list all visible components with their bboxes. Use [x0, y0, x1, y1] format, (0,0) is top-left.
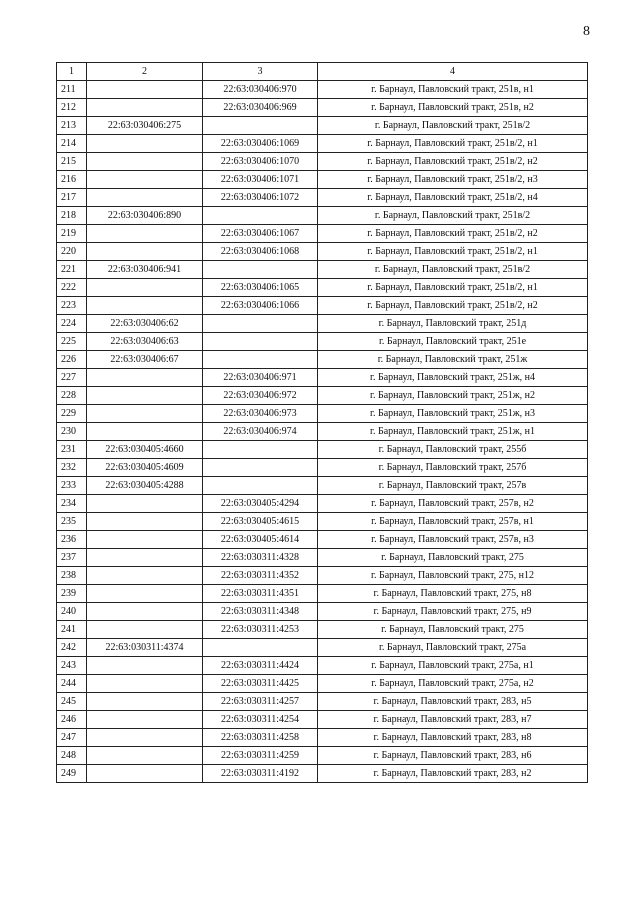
cadastral-number-cell: [87, 711, 203, 729]
cadastral-number-cell: 22:63:030405:4288: [87, 477, 203, 495]
row-number-cell: 230: [57, 423, 87, 441]
cadastral-number-cell: 22:63:030405:4609: [87, 459, 203, 477]
address-cell: г. Барнаул, Павловский тракт, 275а, н1: [318, 657, 588, 675]
cadastral-number-cell: 22:63:030406:941: [87, 261, 203, 279]
table-row: [57, 387, 588, 405]
row-number-cell: 248: [57, 747, 87, 765]
premises-number-cell: 22:63:030311:4352: [203, 567, 318, 585]
premises-number-cell: [203, 459, 318, 477]
row-number-cell: 212: [57, 99, 87, 117]
address-cell: г. Барнаул, Павловский тракт, 275, н12: [318, 567, 588, 585]
address-cell: г. Барнаул, Павловский тракт, 257в, н1: [318, 513, 588, 531]
address-cell: г. Барнаул, Павловский тракт, 251в/2, н2: [318, 297, 588, 315]
address-cell: г. Барнаул, Павловский тракт, 251в, н1: [318, 81, 588, 99]
table-row: [57, 81, 588, 99]
row-number-cell: 229: [57, 405, 87, 423]
cadastral-number-cell: [87, 387, 203, 405]
address-cell: г. Барнаул, Павловский тракт, 251в/2, н1: [318, 243, 588, 261]
address-cell: г. Барнаул, Павловский тракт, 283, н8: [318, 729, 588, 747]
table-body: [57, 81, 588, 783]
row-number-cell: 226: [57, 351, 87, 369]
row-number-cell: 214: [57, 135, 87, 153]
row-number-cell: 220: [57, 243, 87, 261]
premises-number-cell: [203, 351, 318, 369]
cadastral-number-cell: [87, 135, 203, 153]
row-number-cell: 244: [57, 675, 87, 693]
address-cell: г. Барнаул, Павловский тракт, 283, н7: [318, 711, 588, 729]
premises-number-cell: 22:63:030311:4328: [203, 549, 318, 567]
cadastral-number-cell: 22:63:030406:67: [87, 351, 203, 369]
table-row: [57, 765, 588, 783]
cadastral-number-cell: 22:63:030406:62: [87, 315, 203, 333]
row-number-cell: 249: [57, 765, 87, 783]
address-cell: г. Барнаул, Павловский тракт, 251в/2, н3: [318, 171, 588, 189]
table-row: [57, 459, 588, 477]
row-number-cell: 234: [57, 495, 87, 513]
premises-number-cell: 22:63:030406:1067: [203, 225, 318, 243]
premises-number-cell: 22:63:030311:4259: [203, 747, 318, 765]
address-cell: г. Барнаул, Павловский тракт, 251д: [318, 315, 588, 333]
premises-number-cell: 22:63:030311:4351: [203, 585, 318, 603]
address-cell: г. Барнаул, Павловский тракт, 275а: [318, 639, 588, 657]
table-row: [57, 549, 588, 567]
row-number-cell: 238: [57, 567, 87, 585]
cadastral-number-cell: [87, 405, 203, 423]
premises-number-cell: 22:63:030406:970: [203, 81, 318, 99]
table-header-row: [57, 63, 588, 81]
cadastral-number-cell: [87, 369, 203, 387]
address-cell: г. Барнаул, Павловский тракт, 251ж, н2: [318, 387, 588, 405]
cadastral-number-cell: [87, 279, 203, 297]
cadastral-number-cell: [87, 549, 203, 567]
row-number-cell: 242: [57, 639, 87, 657]
row-number-cell: 224: [57, 315, 87, 333]
row-number-cell: 247: [57, 729, 87, 747]
address-cell: г. Барнаул, Павловский тракт, 251в/2, н2: [318, 225, 588, 243]
page-number: 8: [583, 24, 590, 39]
address-cell: г. Барнаул, Павловский тракт, 251в/2: [318, 207, 588, 225]
address-cell: г. Барнаул, Павловский тракт, 275: [318, 621, 588, 639]
table-row: [57, 693, 588, 711]
address-cell: г. Барнаул, Павловский тракт, 251в/2, н1: [318, 135, 588, 153]
row-number-cell: 246: [57, 711, 87, 729]
cadastral-number-cell: [87, 171, 203, 189]
cadastral-number-cell: 22:63:030311:4374: [87, 639, 203, 657]
table-row: [57, 315, 588, 333]
premises-number-cell: 22:63:030406:1071: [203, 171, 318, 189]
row-number-cell: 240: [57, 603, 87, 621]
address-cell: г. Барнаул, Павловский тракт, 257в: [318, 477, 588, 495]
table-row: [57, 243, 588, 261]
table-row: [57, 369, 588, 387]
table-row: [57, 171, 588, 189]
premises-number-cell: 22:63:030406:972: [203, 387, 318, 405]
cadastral-number-cell: [87, 513, 203, 531]
premises-number-cell: 22:63:030406:1066: [203, 297, 318, 315]
row-number-cell: 216: [57, 171, 87, 189]
table-row: [57, 477, 588, 495]
table-row: [57, 297, 588, 315]
table-row: [57, 603, 588, 621]
table-row: [57, 441, 588, 459]
row-number-cell: 218: [57, 207, 87, 225]
premises-number-cell: 22:63:030406:1070: [203, 153, 318, 171]
cadastral-number-cell: [87, 243, 203, 261]
table-row: [57, 225, 588, 243]
row-number-cell: 239: [57, 585, 87, 603]
table-row: [57, 531, 588, 549]
premises-number-cell: 22:63:030406:973: [203, 405, 318, 423]
premises-number-cell: 22:63:030406:974: [203, 423, 318, 441]
row-number-cell: 225: [57, 333, 87, 351]
premises-number-cell: 22:63:030311:4258: [203, 729, 318, 747]
table-row: [57, 657, 588, 675]
row-number-cell: 235: [57, 513, 87, 531]
address-cell: г. Барнаул, Павловский тракт, 251е: [318, 333, 588, 351]
address-cell: г. Барнаул, Павловский тракт, 251в, н2: [318, 99, 588, 117]
premises-number-cell: [203, 207, 318, 225]
table-row: [57, 405, 588, 423]
table-row: [57, 711, 588, 729]
cadastral-number-cell: [87, 495, 203, 513]
cadastral-number-cell: [87, 693, 203, 711]
row-number-cell: 215: [57, 153, 87, 171]
row-number-cell: 221: [57, 261, 87, 279]
row-number-cell: 219: [57, 225, 87, 243]
table-row: [57, 513, 588, 531]
row-number-cell: 233: [57, 477, 87, 495]
premises-number-cell: 22:63:030311:4424: [203, 657, 318, 675]
address-cell: г. Барнаул, Павловский тракт, 251ж, н3: [318, 405, 588, 423]
cadastral-number-cell: [87, 297, 203, 315]
row-number-cell: 232: [57, 459, 87, 477]
row-number-cell: 222: [57, 279, 87, 297]
table-row: [57, 567, 588, 585]
table-row: [57, 189, 588, 207]
row-number-cell: 237: [57, 549, 87, 567]
table-row: [57, 153, 588, 171]
cadastral-number-cell: [87, 423, 203, 441]
cadastral-number-cell: [87, 657, 203, 675]
table-row: [57, 585, 588, 603]
address-cell: г. Барнаул, Павловский тракт, 255б: [318, 441, 588, 459]
address-cell: г. Барнаул, Павловский тракт, 251в/2, н2: [318, 153, 588, 171]
cadastral-number-cell: 22:63:030406:890: [87, 207, 203, 225]
address-cell: г. Барнаул, Павловский тракт, 275: [318, 549, 588, 567]
table-row: [57, 279, 588, 297]
header-cell-4: 4: [318, 63, 588, 81]
row-number-cell: 245: [57, 693, 87, 711]
cadastral-number-cell: [87, 99, 203, 117]
premises-number-cell: 22:63:030405:4615: [203, 513, 318, 531]
premises-number-cell: 22:63:030406:969: [203, 99, 318, 117]
header-cell-3: 3: [203, 63, 318, 81]
cadastral-number-cell: [87, 765, 203, 783]
table-row: [57, 117, 588, 135]
address-cell: г. Барнаул, Павловский тракт, 275, н8: [318, 585, 588, 603]
premises-number-cell: 22:63:030406:1069: [203, 135, 318, 153]
row-number-cell: 213: [57, 117, 87, 135]
cadastral-number-cell: [87, 225, 203, 243]
cadastral-number-cell: [87, 153, 203, 171]
cadastral-number-cell: [87, 189, 203, 207]
address-cell: г. Барнаул, Павловский тракт, 251ж, н4: [318, 369, 588, 387]
cadastral-number-cell: [87, 603, 203, 621]
row-number-cell: 228: [57, 387, 87, 405]
address-cell: г. Барнаул, Павловский тракт, 251ж: [318, 351, 588, 369]
address-cell: г. Барнаул, Павловский тракт, 275, н9: [318, 603, 588, 621]
cadastral-number-cell: [87, 729, 203, 747]
address-cell: г. Барнаул, Павловский тракт, 257б: [318, 459, 588, 477]
table-row: [57, 261, 588, 279]
premises-number-cell: [203, 315, 318, 333]
table-row: [57, 621, 588, 639]
table-row: [57, 639, 588, 657]
table-row: [57, 675, 588, 693]
cadastral-number-cell: [87, 531, 203, 549]
row-number-cell: 231: [57, 441, 87, 459]
cadastral-number-cell: [87, 81, 203, 99]
cadastral-number-cell: [87, 675, 203, 693]
row-number-cell: 223: [57, 297, 87, 315]
address-cell: г. Барнаул, Павловский тракт, 275а, н2: [318, 675, 588, 693]
header-cell-1: 1: [57, 63, 87, 81]
row-number-cell: 241: [57, 621, 87, 639]
cadastral-number-cell: [87, 567, 203, 585]
address-cell: г. Барнаул, Павловский тракт, 257в, н2: [318, 495, 588, 513]
header-cell-2: 2: [87, 63, 203, 81]
premises-number-cell: 22:63:030311:4257: [203, 693, 318, 711]
premises-number-cell: 22:63:030406:971: [203, 369, 318, 387]
row-number-cell: 236: [57, 531, 87, 549]
table-row: [57, 495, 588, 513]
cadastral-number-cell: 22:63:030405:4660: [87, 441, 203, 459]
row-number-cell: 217: [57, 189, 87, 207]
premises-number-cell: 22:63:030406:1065: [203, 279, 318, 297]
table-row: [57, 747, 588, 765]
cadastral-number-cell: 22:63:030406:63: [87, 333, 203, 351]
premises-number-cell: 22:63:030311:4253: [203, 621, 318, 639]
table-row: [57, 135, 588, 153]
address-cell: г. Барнаул, Павловский тракт, 251в/2: [318, 117, 588, 135]
cadastral-number-cell: [87, 585, 203, 603]
premises-number-cell: 22:63:030311:4348: [203, 603, 318, 621]
premises-number-cell: 22:63:030406:1068: [203, 243, 318, 261]
table-row: [57, 207, 588, 225]
premises-number-cell: 22:63:030406:1072: [203, 189, 318, 207]
table-row: [57, 99, 588, 117]
address-cell: г. Барнаул, Павловский тракт, 283, н5: [318, 693, 588, 711]
premises-number-cell: 22:63:030405:4294: [203, 495, 318, 513]
premises-number-cell: [203, 261, 318, 279]
cadastral-table: [56, 62, 588, 783]
premises-number-cell: 22:63:030311:4192: [203, 765, 318, 783]
premises-number-cell: [203, 333, 318, 351]
premises-number-cell: [203, 639, 318, 657]
address-cell: г. Барнаул, Павловский тракт, 251в/2: [318, 261, 588, 279]
row-number-cell: 243: [57, 657, 87, 675]
address-cell: г. Барнаул, Павловский тракт, 251в/2, н4: [318, 189, 588, 207]
address-cell: г. Барнаул, Павловский тракт, 283, н2: [318, 765, 588, 783]
cadastral-number-cell: [87, 621, 203, 639]
address-cell: г. Барнаул, Павловский тракт, 283, н6: [318, 747, 588, 765]
row-number-cell: 211: [57, 81, 87, 99]
premises-number-cell: [203, 477, 318, 495]
premises-number-cell: [203, 441, 318, 459]
table-row: [57, 423, 588, 441]
premises-number-cell: 22:63:030405:4614: [203, 531, 318, 549]
premises-number-cell: 22:63:030311:4254: [203, 711, 318, 729]
cadastral-number-cell: [87, 747, 203, 765]
premises-number-cell: [203, 117, 318, 135]
table-row: [57, 729, 588, 747]
address-cell: г. Барнаул, Павловский тракт, 251в/2, н1: [318, 279, 588, 297]
address-cell: г. Барнаул, Павловский тракт, 257в, н3: [318, 531, 588, 549]
address-cell: г. Барнаул, Павловский тракт, 251ж, н1: [318, 423, 588, 441]
cadastral-number-cell: 22:63:030406:275: [87, 117, 203, 135]
row-number-cell: 227: [57, 369, 87, 387]
table-row: [57, 333, 588, 351]
premises-number-cell: 22:63:030311:4425: [203, 675, 318, 693]
table-row: [57, 351, 588, 369]
